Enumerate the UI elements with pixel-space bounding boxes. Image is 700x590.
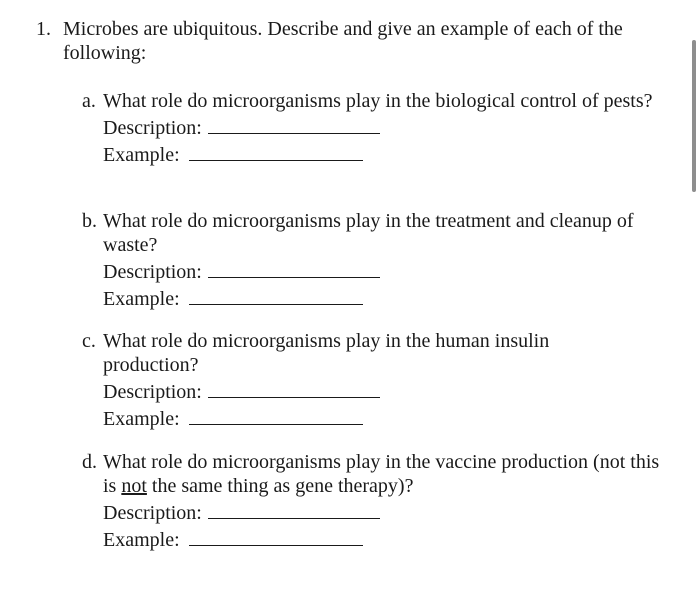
description-field xyxy=(103,113,662,140)
example-blank[interactable] xyxy=(189,284,363,305)
subquestion-a xyxy=(82,89,662,167)
subquestion-text: What role do microorganisms play in the human insulin production? xyxy=(103,330,550,376)
question-number: 1. xyxy=(36,18,51,40)
emphasis-not: not xyxy=(121,475,147,497)
example-label: Example: xyxy=(103,529,180,551)
vertical-scrollbar[interactable] xyxy=(692,40,696,192)
subquestion-text xyxy=(103,450,662,498)
description-label: Description: xyxy=(103,261,202,283)
description-label: Description: xyxy=(103,117,202,139)
example-blank[interactable] xyxy=(189,140,363,161)
description-blank[interactable] xyxy=(208,257,380,278)
subquestion-text: What role do microorganisms play in the treatment and cleanup of waste? xyxy=(103,210,634,256)
description-label: Description: xyxy=(103,502,202,524)
subquestion-text: What role do microorganisms play in the biological control of pests? xyxy=(103,90,653,112)
example-field xyxy=(103,525,662,552)
description-field xyxy=(103,498,662,525)
subquestion-b xyxy=(82,209,662,311)
example-field xyxy=(103,140,662,167)
subquestion-letter: b. xyxy=(82,210,97,232)
subquestion-letter: d. xyxy=(82,451,97,473)
subquestion-text-part: What role do microorganisms play in the vaccine production (not this is xyxy=(103,451,660,497)
example-label: Example: xyxy=(103,288,180,310)
description-field xyxy=(103,377,662,404)
description-field xyxy=(103,257,662,284)
subquestion-d xyxy=(82,450,662,552)
subquestion-text-part: the same thing as gene therapy)? xyxy=(146,475,414,497)
description-label: Description: xyxy=(103,381,202,403)
example-label: Example: xyxy=(103,408,180,430)
subquestion-letter: c. xyxy=(82,330,96,352)
description-blank[interactable] xyxy=(208,113,380,134)
example-field xyxy=(103,404,662,431)
subquestion-letter: a. xyxy=(82,90,96,112)
example-blank[interactable] xyxy=(189,525,363,546)
example-label: Example: xyxy=(103,144,180,166)
question-1 xyxy=(36,17,656,65)
description-blank[interactable] xyxy=(208,498,380,519)
example-blank[interactable] xyxy=(189,404,363,425)
subquestion-c xyxy=(82,329,662,431)
description-blank[interactable] xyxy=(208,377,380,398)
example-field xyxy=(103,284,662,311)
question-text: Microbes are ubiquitous. Describe and give an example of each of the following: xyxy=(63,18,623,64)
